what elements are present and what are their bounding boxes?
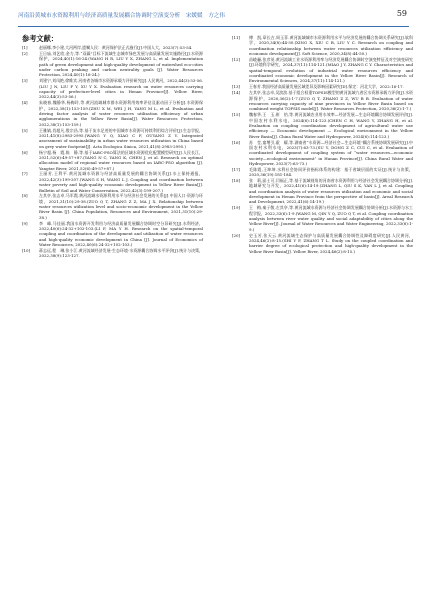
reference-number: [11] [232, 35, 241, 40]
reference-text: 左其亭,张志卓,马军霞.黄河流域水资源利用水平与经济社会发展的关系[J].中国人口·资源与环境，2021,31(10):29-38.(ZUO Q T, ZHANG Z Z, MA J X. Relationship between water resources utilization level and socio-economic development in the Yellow River Basin [J]. China Population, Resources and Environment, 2021,31(10):29-38.) [39, 193, 203, 220]
reference-text: 苗峻骊,张彦英.黄河流域工业水资源利用率与经济发展耦合协调时空演变特征及对空演变研究[J].环境科学研究，2024,37(11):114-121.(MIAO J Y, ZHANG C Y. Characteristics and spatial-temporal evolution of industrial water resources efficiency and coordinated economic development in the Yellow River Basin[J]. Research of Environmental Sciences, 2024,37(11):114-121.) [249, 56, 413, 84]
reference-text: 蒋志远,程 琳,张小江.黄河流域经济发展-生态环境-水资源耦合协调水平评价[J].统计与决策，2022,38(9):123-127. [39, 248, 203, 259]
reference-item [232, 112, 413, 139]
reference-item [22, 78, 203, 99]
reference-text: 王日庙,刘艺欣,金力,等.“双碳”目标下流域生态城市绿色发展与高质量发展实施路径[J].水资源保护，2024,40(1):16-24.(WANG H R, LIU Y X, ZHANG L, et al. Implementation path of green development and high-quality development of watershed eco-cities under carbon peaking and carbon neutrality goals [J]. Water Resources Protection, 2024,40(1):16-24.) [39, 50, 203, 78]
reference-item [232, 167, 413, 178]
reference-item [232, 178, 413, 205]
reference-text: 张 莉,邱士可,闫福正,等.基于流域视角的河南省水资源利用与经济社会发展耦合协调分析[J].地域研究与开发，2022,41(6):14-19.(ZHANG L, QIU S K, YAN L J, et al. Coupling and coordination analysis of water resources utilization and economic and social development in Henan Province from the perspective of basin[J]. Areal Research and Development, 2022,41(6):14-19.) [249, 178, 413, 205]
references-right-column [232, 35, 413, 255]
reference-item [22, 171, 203, 192]
reference-number: [16] [232, 139, 241, 145]
reference-item [232, 205, 413, 232]
reference-number: [6] [22, 149, 28, 155]
reference-number: [13] [232, 84, 241, 90]
reference-number: [3] [22, 78, 28, 84]
reference-item [22, 100, 203, 127]
reference-number: [5] [22, 127, 28, 133]
reference-number: [19] [232, 205, 241, 211]
reference-text: 李 峰,马佳丽.我国水资源开发利用与经济高质量发展耦合协调时空分异研究[J].水利经济，2022,40(6):24-32+102-103.(LI F, MA Y H. Research on the spatial-temporal coupling and coordination of the development and utilization of water resources and high-quality economic development in China [J]. Journal of Economics of Water Resources, 2022,40(6):24-32+102-103.) [39, 220, 203, 248]
reference-number: [14] [232, 90, 241, 96]
reference-item [232, 84, 413, 89]
page-number: 59 [396, 9, 407, 18]
reference-text: 史玉芳,张天云.黄河流域生态保护与高质量发展耦合协调性及障碍度研究[J].人民黄河，2024,46(2):8-15.(SHI Y F, ZHANG T L. Study on the coupled coordination and barrier degree of ecological protection and high-quality development in the Yellow River Basin[J]. Yellow River, 2024,46(2):8-15.) [249, 232, 413, 254]
references-left-column [22, 45, 203, 259]
reference-number: [4] [22, 100, 28, 106]
reference-number: [12] [232, 56, 241, 62]
reference-item [22, 128, 203, 149]
reference-text: 王雅婧,肖超凡,殷宗昌,等.基于灰水足迹的中国城市水资源可持续利用综合评价[J].生态学报，2021,41(8):2983-2995.(WANG Y Q, XIAO C F, OUYANG Z Y. Integrated assessment of sustainability in urban water resources utilization in China based on grey water footprint[J]. Acta Ecologica Sinica, 2021,41(8):2983-2995.) [39, 127, 203, 149]
reference-text: 左其亭,张志卓,吴滨滨.基于组合权重TOPSIS模型的黄河流域九省区水资源承载力评价[J].水资源保护，2020,36(2):1-7.(ZUO Q T, ZHANG Z Z, WU B B. Evaluation of water resources carrying capacity of nine provinces in Yellow River Basin based on combined weight TOPSIS model[J]. Water Resources Protection, 2020,36(2):1-7.) [249, 90, 413, 112]
reference-item [232, 140, 413, 167]
running-header [18, 10, 409, 27]
reference-text: 杨宁超,杨 霞,陈 静,等.基于IABC-PSO算法的区域水资源优化配置模型研究[J].人民长江，2021,52(6):49-57+87.(YANG N C, YANG K, CHEN J, et al. Research on optimal allocation model of regional water resources based on IABC-PSO algorithm [J]. Yangtze River, 2021,52(6):49-57+87.) [39, 149, 203, 171]
reference-text: 赵丽娜,李小建,大河两岸,遗嘱人民：黄河保护法正式施行[J].中国人大，2023(7):53-54. [39, 45, 193, 50]
reference-item [22, 45, 203, 50]
reference-text: 魏春华,王 玉,崔 怡,等.黄河流域农业用水效率—经济发展—生态环境耦合协调发展评价[J].中国农村水利水电，2024(6):114-123.(CHEN C H, WANG Y, ZHANG H, et al. Evaluation on coupling coordination development of agricultural water use efficiency — Economic development — Ecological environment in the Yellow River Basin[J]. China Rural Water and Hydropower, 2024(6):114-123.) [249, 112, 413, 139]
reference-number: [17] [232, 166, 241, 172]
reference-text: 毛陈霞,王坤坤.水利社会协同评价指标体系的构建：基于省域层面的实证[J].统计与决策，2020,36(19):181-184. [249, 166, 413, 178]
section-title: 参考文献： [22, 34, 58, 43]
reference-text: 王 梅,秦子敬,左其亭,等.黄河流域水资源与经济社会协调发展耦合协调分析[J].水资源与水工程学报，2022,33(6):1-9.(WANG M, QIN Y Q, ZUO Q T, et al. Coupling coordination analysis between river water quality and social adaptability of cities along the Yellow River[J]. Journal of Water Resources and Water Engineering, 2022,33(6):1-9.) [249, 205, 413, 232]
reference-number: [15] [232, 112, 241, 118]
reference-item [22, 221, 203, 248]
reference-text: 王丽芳,王利平.黄河流域水资源与经济高质量发展的耦合协调关系[J].水土保持通报，2022,42(3):199-207.(WANG S H, WANG L J. Coupling and coordination between water poverty and high-quality economic development in Yellow River Basin[J]. Bulletin of Soil and Water Conservation, 2022,42(3):199-207.) [39, 171, 203, 193]
reference-text: 刘建宁,刘凤艳,徐维宾.河南省各城市水资源承载力评价研究[J].人民黄河，2022,44(3):53-56.(LIU J N, LIU F Y, XU Y X. Evaluation research on water resources carrying capacity of prefecture-level cities in Henan Province[J]. Yellow River, 2022,44(3):53-56.) [39, 78, 203, 100]
reference-number: [20] [232, 232, 241, 238]
reference-item [22, 51, 203, 78]
reference-number: [8] [22, 193, 28, 199]
reference-item [232, 35, 413, 56]
reference-item [232, 233, 413, 254]
reference-number: [9] [22, 220, 28, 226]
reference-text: 王春芳.我国经济高质量发展区域差异及影响因素研究[D].保定：河北大学，2022:16-17. [249, 84, 404, 90]
reference-item [22, 248, 203, 259]
reference-item [22, 193, 203, 220]
reference-number: [2] [22, 50, 28, 56]
reference-item [232, 57, 413, 84]
reference-number: [7] [22, 171, 28, 177]
reference-item [22, 150, 203, 171]
reference-text: 朱晓春,魏静华,杨梅玲,等.黄河流域城市群水资源利用效率评估及驱动因子分析[J].水资源保护，2022,38(1):153-159.(ZHU X M, WEI J H, YANG M L, et al. Evaluation and driving factor analysis of water resources utilization efficiency of urban agglomerations in the Yellow River Basin[J]. Water Resources Protection, 2022,38(1):153-159.) [39, 100, 203, 127]
reference-text: 苏 莹,童增引,霍 耀,等.湖南省“水资源—经济社会—生态环境”耦合系统协调发展研究[J].中国农村水利水电，2023(7):63-73.(SU Y, DONG Z C, CUI C, et al. Evaluation of coordinated development of coupling system of “water resources—economic society—ecological environment” in Hunan Province[J]. China Rural Water and Hydropower, 2023(7):63-73.) [249, 139, 413, 166]
reference-item [232, 90, 413, 111]
reference-number: [18] [232, 178, 241, 184]
reference-number: [10] [22, 248, 31, 254]
running-header-title: 河南沿黄城市水资源利用与经济高质量发展耦合协调时空演变分析 宋媛媛 方之伟 [18, 13, 225, 19]
reference-text: 傅 凯,章长吉,周玉菲.黄河流域城市水资源利用水平与经济发展的耦合协调关系研究[J].软科学，2020,34(8):44-50.(XING X, XIU C B, LIU Y C. Research on coupling and coordination relationship between water resources utilization efficiency and economic development[J]. Soft Science, 2020,34(8):44-50.) [249, 35, 413, 57]
reference-number: [1] [22, 45, 28, 50]
